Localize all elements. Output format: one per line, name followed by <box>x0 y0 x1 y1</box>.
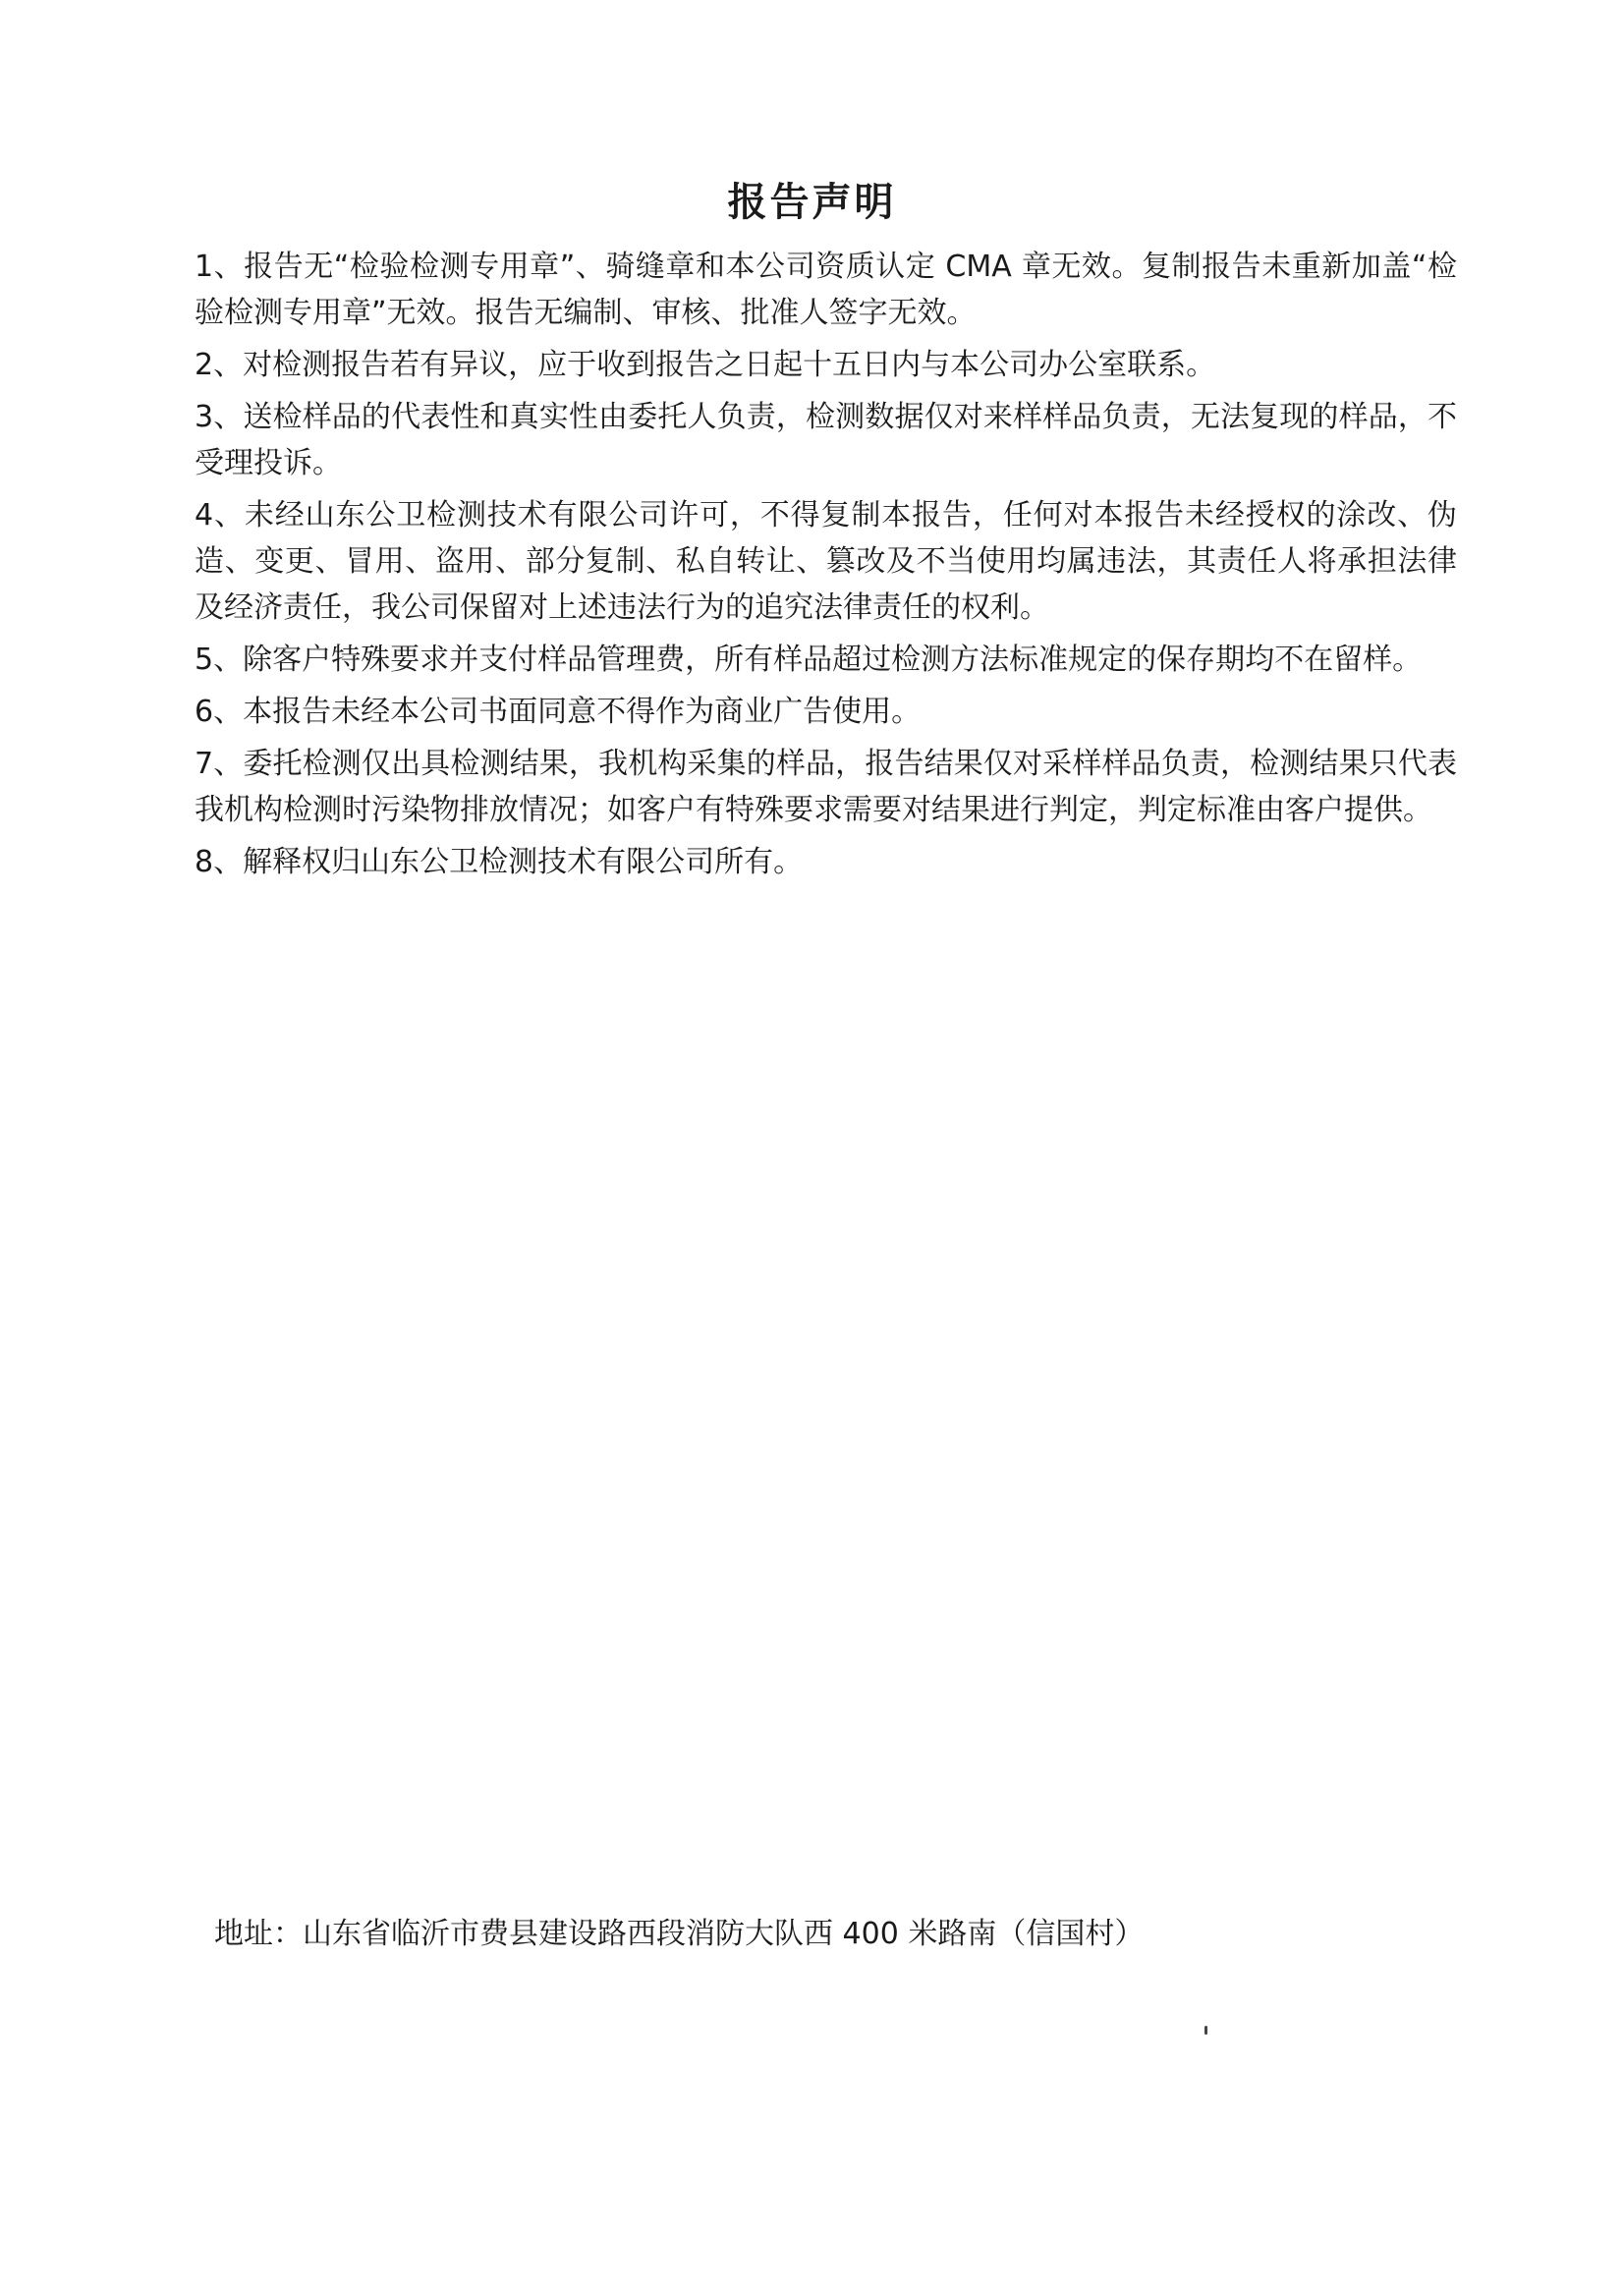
clause-list <box>195 244 1457 891</box>
clause-item: 7、委托检测仅出具检测结果，我机构采集的样品，报告结果仅对采样样品负责，检测结果只代表我机构检测时污染物排放情况；如客户有特殊要求需要对结果进行判定，判定标准由客户提供。 <box>195 747 1457 827</box>
clause-item: 6、本报告未经本公司书面同意不得作为商业广告使用。 <box>195 695 922 729</box>
clause-item: 8、解释权归山东公卫检测技术有限公司所有。 <box>195 845 804 879</box>
scan-speck <box>1204 2026 1207 2035</box>
clause-item: 3、送检样品的代表性和真实性由委托人负责，检测数据仅对来样样品负责，无法复现的样品，不受理投诉。 <box>195 400 1457 480</box>
page-title: 报告声明 <box>727 180 897 225</box>
company-address: 地址：山东省临沂市费县建设路西段消防大队西 400 米路南（信国村） <box>214 1917 1145 1951</box>
clause-item: 1、报告无“检验检测专用章”、骑缝章和本公司资质认定 CMA 章无效。复制报告未重新加盖“检验检测专用章”无效。报告无编制、审核、批准人签字无效。 <box>195 250 1457 330</box>
clause-item: 2、对检测报告若有异议，应于收到报告之日起十五日内与本公司办公室联系。 <box>195 348 1216 382</box>
clause-item: 5、除客户特殊要求并支付样品管理费，所有样品超过检测方法标准规定的保存期均不在留样。 <box>195 643 1423 677</box>
clause-item: 4、未经山东公卫检测技术有限公司许可，不得复制本报告，任何对本报告未经授权的涂改、伪造、变更、冒用、盗用、部分复制、私自转让、篡改及不当使用均属违法，其责任人将承担法律及经济责任，我公司保留对上述违法行为的追究法律责任的权利。 <box>195 498 1457 625</box>
